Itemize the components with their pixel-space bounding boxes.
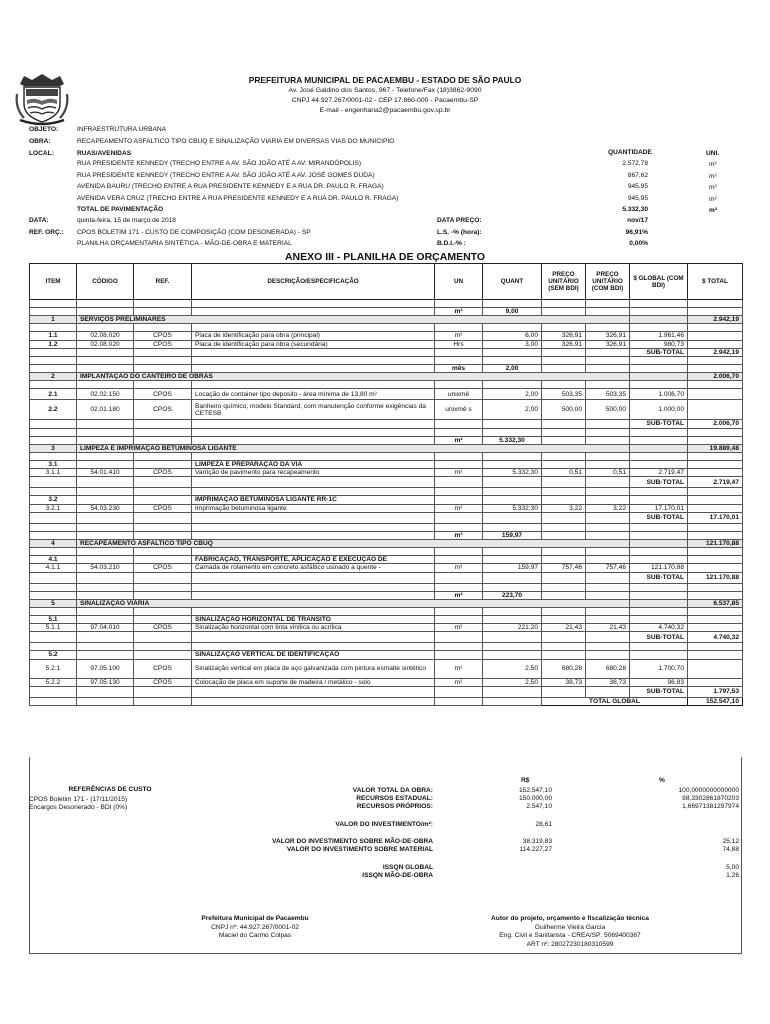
row-unit: unixmê bbox=[435, 389, 483, 400]
row-price-sem-bdi: 326,91 bbox=[542, 340, 586, 348]
data-value: quinta-feira, 15 de março de 2018 bbox=[77, 217, 176, 224]
investimento-mao-de-obra-value: 38.319,83 bbox=[522, 838, 552, 845]
row-item: 3.2 bbox=[30, 496, 77, 504]
section-unit: m² bbox=[435, 436, 483, 444]
street-name: AVENIDA VERA CRUZ (TRECHO ENTRE A RUA PRESIDENTE KENNEDY E A RUA DR. PAULO R. FRAGA) bbox=[77, 195, 399, 202]
street-qty: 867,62 bbox=[627, 172, 648, 179]
row-global: 96,83 bbox=[630, 678, 688, 686]
recursos-proprios-pct: 1,66971381297974 bbox=[682, 803, 739, 810]
row-desc: Banheiro químico, modelo Standard, com manutenção conforme exigências da CETESB bbox=[192, 400, 435, 420]
blank-row bbox=[30, 357, 743, 365]
ref-orc-line1: CPOS BOLETIM 171 - CUSTO DE COMPOSIÇÃO (COM DESONERADA) - SP bbox=[77, 229, 311, 236]
subsection-row bbox=[30, 461, 743, 469]
section-unit: m² bbox=[435, 591, 483, 599]
table-row bbox=[30, 678, 743, 686]
issqn-global-label: ISSQN GLOBAL bbox=[382, 864, 433, 871]
row-qty: 3,00 bbox=[483, 340, 542, 348]
total-pavimentacao-label: TOTAL DE PAVIMENTAÇÃO bbox=[77, 206, 164, 213]
section-item: 5 bbox=[30, 599, 77, 607]
row-qty: 2,00 bbox=[483, 389, 542, 400]
row-global: 1.700,70 bbox=[630, 659, 688, 678]
row-global: 1.006,70 bbox=[630, 389, 688, 400]
row-item: 4.1 bbox=[30, 556, 77, 564]
recursos-estadual-pct: 98,3302861870203 bbox=[682, 795, 739, 802]
street-unit: m² bbox=[709, 173, 717, 180]
table-row bbox=[30, 469, 743, 477]
subtotal-label: SUB-TOTAL bbox=[630, 512, 688, 523]
row-qty: 5.332,30 bbox=[483, 504, 542, 512]
subsection-row bbox=[30, 496, 743, 504]
row-price-sem-bdi: 38,73 bbox=[542, 678, 586, 686]
section-unit: mês bbox=[435, 365, 483, 373]
rs-label: R$ bbox=[521, 777, 530, 784]
row-desc: Sinalização vertical em placa de aço galvanizada com pintura esmalte sintético bbox=[192, 659, 435, 678]
table-row bbox=[30, 400, 743, 420]
budget-table bbox=[29, 263, 743, 706]
section-row bbox=[30, 599, 743, 607]
section-qty: 2,00 bbox=[483, 365, 542, 373]
blank-row bbox=[30, 300, 743, 308]
row-ref: CPOS bbox=[134, 504, 192, 512]
total-pavimentacao-qty: 5.332,30 bbox=[622, 206, 648, 213]
row-qty: 6,00 bbox=[483, 332, 542, 340]
col-codigo: CÓDIGO bbox=[77, 264, 134, 300]
investimento-material-pct: 74,88 bbox=[722, 846, 739, 853]
section-quantity-row bbox=[30, 531, 743, 539]
row-unit: unixmê s bbox=[435, 400, 483, 420]
row-price-sem-bdi: 757,46 bbox=[542, 564, 586, 572]
section-title: SINALIZAÇÃO VIÁRIA bbox=[77, 599, 630, 607]
row-item: 5.2 bbox=[30, 651, 77, 659]
row-global: 17.170,01 bbox=[630, 504, 688, 512]
section-item: 3 bbox=[30, 444, 77, 452]
col-descricao: DESCRIÇÃO/ESPECIFICAÇÃO bbox=[192, 264, 435, 300]
anexo-title: ANEXO III - PLANILHA DE ORÇAMENTO bbox=[284, 251, 486, 263]
street-unit: m² bbox=[709, 161, 717, 168]
row-item: 5.1 bbox=[30, 616, 77, 624]
row-item: 3.1 bbox=[30, 461, 77, 469]
row-price-com-bdi: 326,91 bbox=[586, 340, 630, 348]
row-ref: CPOS bbox=[134, 340, 192, 348]
row-code: 97.05.100 bbox=[77, 659, 134, 678]
signature-right-name: Guilherme Vieira Garcia bbox=[534, 924, 606, 931]
section-total: 19.889,48 bbox=[688, 444, 743, 452]
row-desc: Placa de identificação para obra (principal) bbox=[192, 332, 435, 340]
col-ref: REF. bbox=[134, 264, 192, 300]
row-desc: Imprimação betuminosa ligante bbox=[192, 504, 435, 512]
col-quant: QUANT bbox=[483, 264, 542, 300]
row-unit: m² bbox=[435, 332, 483, 340]
valor-total-value: 152.547,10 bbox=[518, 787, 552, 794]
street-name: RUA PRESIDENTE KENNEDY (TRECHO ENTRE A AV. SÃO JOÃO ATÉ A AV. JOSÉ GOMES DUDA) bbox=[77, 172, 375, 179]
row-code: 97.04.010 bbox=[77, 624, 134, 632]
section-title: LIMPEZA E IMPRIMAÇÃO BETUMINOSA LIGANTE bbox=[77, 444, 630, 452]
subsection-title: SINALIZAÇÃO HORIZONTAL DE TRANSITO bbox=[192, 616, 435, 624]
subtotal-value: 4.740,32 bbox=[688, 632, 743, 643]
issqn-mao-de-obra-pct: 1,26 bbox=[726, 872, 739, 879]
row-price-com-bdi: 680,28 bbox=[586, 659, 630, 678]
row-price-com-bdi: 21,43 bbox=[586, 624, 630, 632]
street-name: RUA PRESIDENTE KENNEDY (TRECHO ENTRE A AV. SÃO JOÃO ATÉ A AV. MIRANDÓPOLIS) bbox=[77, 160, 362, 167]
subtotal-value: 1.797,53 bbox=[688, 686, 743, 697]
ref-orc-label: REF. ORÇ.: bbox=[29, 229, 64, 236]
row-price-com-bdi: 500,00 bbox=[586, 400, 630, 420]
subtotal-row bbox=[30, 686, 743, 697]
row-unit: m³ bbox=[435, 564, 483, 572]
signature-left-title: Prefeitura Municipal de Pacaembu bbox=[201, 915, 309, 922]
recursos-estadual-label: RECURSOS ESTADUAL: bbox=[356, 795, 433, 802]
subsection-row bbox=[30, 651, 743, 659]
subtotal-label: SUB-TOTAL bbox=[630, 572, 688, 583]
ref-custo-title: REFERÊNCIAS DE CUSTO bbox=[68, 786, 152, 793]
row-price-com-bdi: 757,46 bbox=[586, 564, 630, 572]
row-price-sem-bdi: 503,35 bbox=[542, 389, 586, 400]
section-title: IMPLANTAÇÃO DO CANTEIRO DE OBRAS bbox=[77, 373, 630, 381]
row-qty: 221,20 bbox=[483, 624, 542, 632]
subsection-row bbox=[30, 556, 743, 564]
blank-row bbox=[30, 643, 743, 651]
row-ref: CPOS bbox=[134, 400, 192, 420]
street-name: AVENIDA BAURU (TRECHO ENTRE A RUA PRESIDENTE KENNEDY E A RUA DR. PAULO R. FRAGA) bbox=[77, 183, 384, 190]
blank-row bbox=[30, 428, 743, 436]
row-price-sem-bdi: 3,22 bbox=[542, 504, 586, 512]
section-quantity-row bbox=[30, 436, 743, 444]
row-unit: m² bbox=[435, 659, 483, 678]
section-qty: 159,97 bbox=[483, 531, 542, 539]
section-item: 4 bbox=[30, 540, 77, 548]
blank-row bbox=[30, 453, 743, 461]
row-unit: Hrs bbox=[435, 340, 483, 348]
table-row bbox=[30, 564, 743, 572]
section-quantity-row bbox=[30, 591, 743, 599]
col-global: $ GLOBAL (COM BDI) bbox=[630, 264, 688, 300]
row-desc: Camada de rolamento em concreto asfáltico usinado a quente - bbox=[192, 564, 435, 572]
row-item: 1.1 bbox=[30, 332, 77, 340]
row-item: 2.2 bbox=[30, 400, 77, 420]
row-price-com-bdi: 503,35 bbox=[586, 389, 630, 400]
subtotal-row bbox=[30, 420, 743, 428]
row-unit: m² bbox=[435, 624, 483, 632]
row-price-sem-bdi: 21,43 bbox=[542, 624, 586, 632]
section-row bbox=[30, 316, 743, 324]
quantidade-label: QUANTIDADE bbox=[608, 149, 652, 156]
valor-total-pct: 100,0000000000000 bbox=[678, 787, 739, 794]
issqn-global-pct: 5,00 bbox=[726, 864, 739, 871]
subtotal-value: 2.719,47 bbox=[688, 477, 743, 488]
subtotal-row bbox=[30, 348, 743, 356]
investimento-m2-value: 28,61 bbox=[535, 821, 552, 828]
data-preco-value: nov/17 bbox=[627, 217, 648, 224]
row-item: 3.1.1 bbox=[30, 469, 77, 477]
header-cnpj: CNPJ 44.927.267/0001-02 - CEP 17.860-000 - Pacaembu-SP bbox=[291, 97, 479, 104]
row-ref: CPOS bbox=[134, 659, 192, 678]
section-row bbox=[30, 540, 743, 548]
subtotal-row bbox=[30, 572, 743, 583]
ls-value: 96,91% bbox=[625, 229, 648, 236]
row-global: 2.719,47 bbox=[630, 469, 688, 477]
signature-right-title: Autor do projeto, orçamento e fiscalização técnica bbox=[491, 915, 649, 922]
row-ref: CPOS bbox=[134, 678, 192, 686]
row-desc: Locação de container tipo deposito - área mínima de 13,80 m² bbox=[192, 389, 435, 400]
row-global: 980,73 bbox=[630, 340, 688, 348]
blank-row bbox=[30, 488, 743, 496]
recursos-proprios-label: RECURSOS PRÓPRIOS: bbox=[356, 803, 433, 810]
data-label: DATA: bbox=[29, 217, 49, 224]
row-unit: m² bbox=[435, 504, 483, 512]
obra-value: RECAPEAMENTO ASFALTICO TIPO CBUQ E SINALIZAÇÃO VIARIA EM DIVERSAS VIAS DO MUNICIPIO bbox=[77, 138, 395, 145]
row-ref: CPOS bbox=[134, 564, 192, 572]
row-global: 1.961,46 bbox=[630, 332, 688, 340]
row-code: 97.05.130 bbox=[77, 678, 134, 686]
blank-row bbox=[30, 608, 743, 616]
row-global: 4.740,32 bbox=[630, 624, 688, 632]
blank-row bbox=[30, 324, 743, 332]
row-ref: CPOS bbox=[134, 624, 192, 632]
row-unit: m² bbox=[435, 678, 483, 686]
total-pavimentacao-unit: m² bbox=[709, 207, 718, 214]
table-row bbox=[30, 624, 743, 632]
row-price-com-bdi: 3,22 bbox=[586, 504, 630, 512]
header-title: PREFEITURA MUNICIPAL DE PACAEMBU - ESTADO DE SÃO PAULO bbox=[248, 75, 522, 85]
section-unit: m³ bbox=[435, 531, 483, 539]
section-total: 121.170,88 bbox=[688, 540, 743, 548]
municipal-coat-of-arms bbox=[14, 70, 70, 126]
row-ref: CPOS bbox=[134, 332, 192, 340]
table-row bbox=[30, 332, 743, 340]
total-global-label: TOTAL GLOBAL bbox=[542, 697, 688, 705]
data-preco-label: DATA PREÇO: bbox=[437, 217, 482, 224]
row-desc: Placa de identificação para obra (secundária) bbox=[192, 340, 435, 348]
subtotal-value: 121.170,88 bbox=[688, 572, 743, 583]
row-ref: CPOS bbox=[134, 389, 192, 400]
signature-left-name: Maciel do Carmo Colpas bbox=[218, 932, 292, 939]
street-qty: 945,95 bbox=[627, 183, 648, 190]
subsection-title: SINALIZAÇÃO VERTICAL DE IDENTIFICAÇÃO bbox=[192, 651, 435, 659]
row-item: 1.2 bbox=[30, 340, 77, 348]
blank-row bbox=[30, 381, 743, 389]
subtotal-label: SUB-TOTAL bbox=[630, 686, 688, 697]
row-code: 02.08.020 bbox=[77, 340, 134, 348]
row-item: 5.2.1 bbox=[30, 659, 77, 678]
subtotal-value: 2.006,70 bbox=[688, 420, 743, 428]
row-code: 54.01.410 bbox=[77, 469, 134, 477]
row-price-sem-bdi: 0,51 bbox=[542, 469, 586, 477]
row-unit: m² bbox=[435, 469, 483, 477]
row-item: 3.2.1 bbox=[30, 504, 77, 512]
section-total: 2.006,70 bbox=[688, 373, 743, 381]
row-price-sem-bdi: 500,00 bbox=[542, 400, 586, 420]
subtotal-row bbox=[30, 512, 743, 523]
street-qty: 2.572,78 bbox=[622, 160, 648, 167]
ref-custo-line2: Encargos Desonerado - BDI (0%) bbox=[29, 804, 128, 811]
row-desc: Colocação de placa em suporte de madeira / metálico - solo bbox=[192, 678, 435, 686]
valor-total-label: VALOR TOTAL DA OBRA: bbox=[352, 787, 433, 794]
row-item: 2.1 bbox=[30, 389, 77, 400]
street-unit: m² bbox=[709, 184, 717, 191]
col-item: ITEM bbox=[30, 264, 77, 300]
recursos-estadual-value: 150.000,00 bbox=[518, 795, 552, 802]
section-quantity-row bbox=[30, 365, 743, 373]
blank-row bbox=[30, 583, 743, 591]
investimento-m2-label: VALOR DO INVESTIMENTO/m²: bbox=[335, 821, 433, 828]
street-qty: 945,95 bbox=[627, 195, 648, 202]
section-qty: 5.332,30 bbox=[483, 436, 542, 444]
investimento-mao-de-obra-label: VALOR DO INVESTIMENTO SOBRE MÃO-DE-OBRA bbox=[272, 838, 433, 845]
section-item: 1 bbox=[30, 316, 77, 324]
section-qty: 9,00 bbox=[483, 308, 542, 316]
signature-right-art: ART nº: 28027230180310599 bbox=[526, 941, 614, 948]
section-quantity-row bbox=[30, 308, 743, 316]
subtotal-value: 17.170,01 bbox=[688, 512, 743, 523]
street-unit: m² bbox=[709, 196, 717, 203]
col-preco-sem-bdi: PREÇO UNITÁRIO (SEM BDI) bbox=[542, 264, 586, 300]
row-qty: 2,00 bbox=[483, 400, 542, 420]
section-item: 2 bbox=[30, 373, 77, 381]
investimento-mao-de-obra-pct: 25,12 bbox=[722, 838, 739, 845]
row-qty: 5.332,30 bbox=[483, 469, 542, 477]
subsection-title: LIMPEZA E PREPARAÇÃO DA VIA bbox=[192, 461, 435, 469]
objeto-value: INFRAESTRUTURA URBANA bbox=[77, 126, 167, 133]
row-qty: 2,50 bbox=[483, 678, 542, 686]
blank-row bbox=[30, 548, 743, 556]
uni-label: UNI. bbox=[706, 150, 720, 157]
local-value: RUAS/AVENIDAS bbox=[77, 150, 132, 157]
subtotal-row bbox=[30, 632, 743, 643]
signature-left-cnpj: CNPJ nº: 44.927.267/0001-02 bbox=[211, 924, 299, 931]
row-price-com-bdi: 0,51 bbox=[586, 469, 630, 477]
investimento-material-value: 114.227,27 bbox=[519, 846, 552, 853]
row-code: 54.03.230 bbox=[77, 504, 134, 512]
row-qty: 2,50 bbox=[483, 659, 542, 678]
obra-label: OBRA: bbox=[29, 138, 51, 145]
local-label: LOCAL: bbox=[29, 150, 54, 157]
row-code: 54.03.210 bbox=[77, 564, 134, 572]
section-qty: 223,70 bbox=[483, 591, 542, 599]
pct-label: % bbox=[659, 777, 665, 784]
ref-custo-line1: CPOS Boletim 171 - (17/11/2015) bbox=[29, 796, 128, 803]
total-global-value: 152.547,10 bbox=[688, 697, 743, 705]
subtotal-label: SUB-TOTAL bbox=[630, 632, 688, 643]
table-header-row bbox=[30, 264, 743, 300]
recursos-proprios-value: 2.547,10 bbox=[526, 803, 552, 810]
section-row bbox=[30, 373, 743, 381]
table-row bbox=[30, 659, 743, 678]
section-row bbox=[30, 444, 743, 452]
investimento-material-label: VALOR DO INVESTIMENTO SOBRE MATERIAL bbox=[286, 846, 433, 853]
subtotal-value: 2.942,19 bbox=[688, 348, 743, 356]
subtotal-row bbox=[30, 477, 743, 488]
row-global: 1.000,00 bbox=[630, 400, 688, 420]
bdi-value: 0,00% bbox=[629, 240, 648, 247]
section-total: 2.942,19 bbox=[688, 316, 743, 324]
section-unit: m² bbox=[435, 308, 483, 316]
ls-label: L.S. -% (hora): bbox=[437, 229, 482, 236]
row-code: 02.08.020 bbox=[77, 332, 134, 340]
subsection-title: FABRICAÇÃO, TRANSPORTE, APLICAÇÃO E EXECUÇÃO DE bbox=[192, 556, 435, 564]
table-row bbox=[30, 340, 743, 348]
section-title: RECAPEAMENTO ASFALTICO TIPO CBUQ bbox=[77, 540, 630, 548]
ref-orc-line2: PLANILHA ORÇAMENTARIA SINTÉTICA - MÃO-DE-OBRA E MATERIAL bbox=[77, 240, 292, 247]
issqn-mao-de-obra-label: ISSQN MÃO-DE-OBRA bbox=[362, 872, 433, 879]
subtotal-label: SUB-TOTAL bbox=[630, 420, 688, 428]
section-total: 6.537,85 bbox=[688, 599, 743, 607]
bdi-label: B.D.I.-% : bbox=[437, 240, 466, 247]
blank-row bbox=[30, 523, 743, 531]
header-email: E-mail - engenharia2@pacaembu.gov.sp.br bbox=[319, 107, 451, 114]
table-row bbox=[30, 504, 743, 512]
row-item: 5.1.1 bbox=[30, 624, 77, 632]
row-ref: CPOS bbox=[134, 469, 192, 477]
row-item: 4.1.1 bbox=[30, 564, 77, 572]
col-total: $ TOTAL bbox=[688, 264, 743, 300]
subsection-row bbox=[30, 616, 743, 624]
table-row bbox=[30, 389, 743, 400]
row-code: 02.02.150 bbox=[77, 389, 134, 400]
row-desc: Varrição de pavimento para recapeamento bbox=[192, 469, 435, 477]
section-title: SERVIÇOS PRELIMINARES bbox=[77, 316, 630, 324]
col-un: UN bbox=[435, 264, 483, 300]
subsection-title: IMPRIMAÇÃO BETUMINOSA LIGANTE RR-1C bbox=[192, 496, 435, 504]
subtotal-label: SUB-TOTAL bbox=[630, 477, 688, 488]
row-item: 5.2.2 bbox=[30, 678, 77, 686]
row-price-com-bdi: 38,73 bbox=[586, 678, 630, 686]
total-global-row bbox=[30, 697, 743, 705]
row-price-sem-bdi: 680,28 bbox=[542, 659, 586, 678]
row-price-com-bdi: 326,91 bbox=[586, 332, 630, 340]
row-global: 121.170,88 bbox=[630, 564, 688, 572]
signature-right-crea: Eng. Civil e Sanitarista - CREA/SP: 5069400367 bbox=[499, 932, 641, 939]
row-qty: 159,97 bbox=[483, 564, 542, 572]
row-code: 02.01.180 bbox=[77, 400, 134, 420]
header-address: Av. José Galdino dos Santos, 967 - Telefone/Fax (18)3862-9090 bbox=[288, 87, 482, 94]
col-preco-com-bdi: PREÇO UNITÁRIO (COM BDI) bbox=[586, 264, 630, 300]
row-price-sem-bdi: 326,91 bbox=[542, 332, 586, 340]
objeto-label: OBJETO: bbox=[29, 126, 59, 133]
row-desc: Sinalização horizontal com tinta vinílica ou acrílica bbox=[192, 624, 435, 632]
subtotal-label: SUB-TOTAL bbox=[630, 348, 688, 356]
